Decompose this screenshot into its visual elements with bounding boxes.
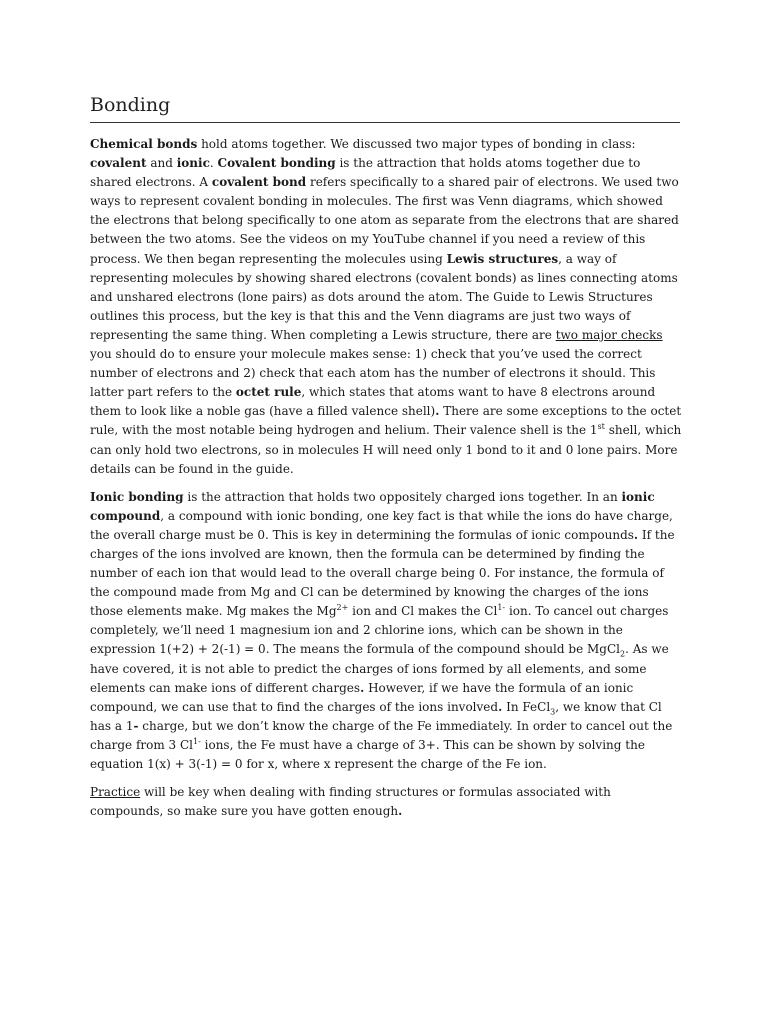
text-run: hold atoms together. We discussed two major types of bonding in class: xyxy=(197,137,636,151)
text-run: If the charges of the ions involved are known, then the formula can be determined by finding the number of each ion that would lead to the overall charge being 0. For instance, the formula of the compound made from Mg and Cl can be determined by knowing the charges of the ions those elements make. Mg makes the Mg xyxy=(90,527,675,619)
bold-minus: - xyxy=(133,718,139,733)
bold-period: . xyxy=(398,804,403,819)
text-run: and xyxy=(146,156,177,171)
term-ionic: ionic xyxy=(176,156,210,171)
page-title: Bonding xyxy=(90,94,171,116)
bold-period: . xyxy=(498,699,503,714)
term-chemical-bonds: Chemical bonds xyxy=(90,137,198,151)
subscript-mgcl2: 2 xyxy=(619,649,626,659)
text-run: ions, the Fe must have a charge of 3+. This can be shown by solving the equation 1(x) + 3(-1) = 0 for x, where x represent the charge of the Fe ion. xyxy=(90,737,645,771)
term-ionic-bonding: Ionic bonding xyxy=(90,489,184,504)
underlined-practice: Practice xyxy=(90,785,141,800)
text-run: is the attraction that holds atoms together due to shared electrons. A xyxy=(90,156,641,190)
superscript-cl-charge: 1- xyxy=(497,603,506,613)
text-run: , a compound with ionic bonding, one key fact is that while the ions do have charge, the overall charge must be 0. This is key in determining the formulas of ionic compounds xyxy=(90,508,673,542)
term-covalent-bond: covalent bond xyxy=(211,175,307,190)
term-lewis-structures: Lewis structures xyxy=(446,251,559,266)
superscript-mg-charge: 2+ xyxy=(336,603,349,613)
text-run: charge, but we don’t know the charge of the Fe immediately. In order to cancel out the charge from 3 Cl xyxy=(90,718,673,752)
underlined-two-major-checks: two major checks xyxy=(555,327,663,342)
bold-period: . xyxy=(360,680,365,695)
text-run: shell, which can only hold two electrons, so in molecules H will need only 1 bond to it and 0 lone pairs. More details can be found in the guide. xyxy=(90,423,682,476)
text-run: There are some exceptions to the octet rule, with the most notable being hydrogen and helium. Their valence shell is the 1 xyxy=(90,404,682,438)
paragraph-covalent-bonding xyxy=(90,135,682,479)
term-covalent: covalent xyxy=(90,156,147,171)
text-run: . As we have covered, it is not able to predict the charges of ions formed by all elements, and some elements can make ions of different charges xyxy=(90,642,669,695)
paragraph-practice xyxy=(90,783,682,821)
term-covalent-bonding: Covalent bonding xyxy=(217,156,336,171)
text-run: , a way of representing molecules by showing shared electrons (covalent bonds) as lines connecting atoms and unshared electrons (lone pairs) as dots around the atom. The Guide to Lewis Structures outlines this process, but the key is that this and the Venn diagrams are just two ways of representing the same thing. When completing a Lewis structure, there are xyxy=(90,251,678,342)
title-divider xyxy=(90,122,680,123)
superscript-st: st xyxy=(597,422,605,432)
bold-period: . xyxy=(435,404,440,419)
text-run: , which states that atoms want to have 8 electrons around them to look like a noble gas (have a filled valence shell) xyxy=(90,385,656,419)
text-run: However, if we have the formula of an ionic compound, we can use that to find the charges of the ions involved xyxy=(90,680,634,714)
term-octet-rule: octet rule xyxy=(235,385,302,400)
text-run: . xyxy=(209,156,218,171)
text-run: ion. To cancel out charges completely, we’ll need 1 magnesium ion and 2 chlorine ions, which can be shown in the expression 1(+2) + 2(-1) = 0. The means the formula of the compound should be MgCl xyxy=(90,604,669,657)
superscript-cl-charge: 1- xyxy=(193,736,201,746)
text-run: is the attraction that holds two oppositely charged ions together. In an xyxy=(183,489,622,504)
text-run: , we know that Cl has a 1 xyxy=(90,699,662,733)
term-ionic-compound: ionic compound xyxy=(90,489,655,523)
text-run: you should do to ensure your molecule makes sense: 1) check that you’ve used the correct number of electrons and 2) check that each atom has the number of electrons it should. This latter part refers to the xyxy=(90,347,656,400)
text-run: ion and Cl makes the Cl xyxy=(348,604,498,619)
bold-period: . xyxy=(633,527,639,542)
text-run: will be key when dealing with finding structures or formulas associated with compounds, so make sure you have gotten enough xyxy=(90,785,611,819)
document-body xyxy=(90,135,682,821)
text-run: In FeCl xyxy=(502,699,551,714)
subscript-fecl3: 3 xyxy=(550,707,556,717)
text-run: refers specifically to a shared pair of electrons. We used two ways to represent covalent bonding in molecules. The first was Venn diagrams, which showed the electrons that belong specifically to one atom as separate from the electrons that are shared between the two atoms. See the videos on my YouTube channel if you need a review of this process. We then began representing the molecules using xyxy=(90,175,679,266)
paragraph-ionic-bonding xyxy=(90,488,682,774)
